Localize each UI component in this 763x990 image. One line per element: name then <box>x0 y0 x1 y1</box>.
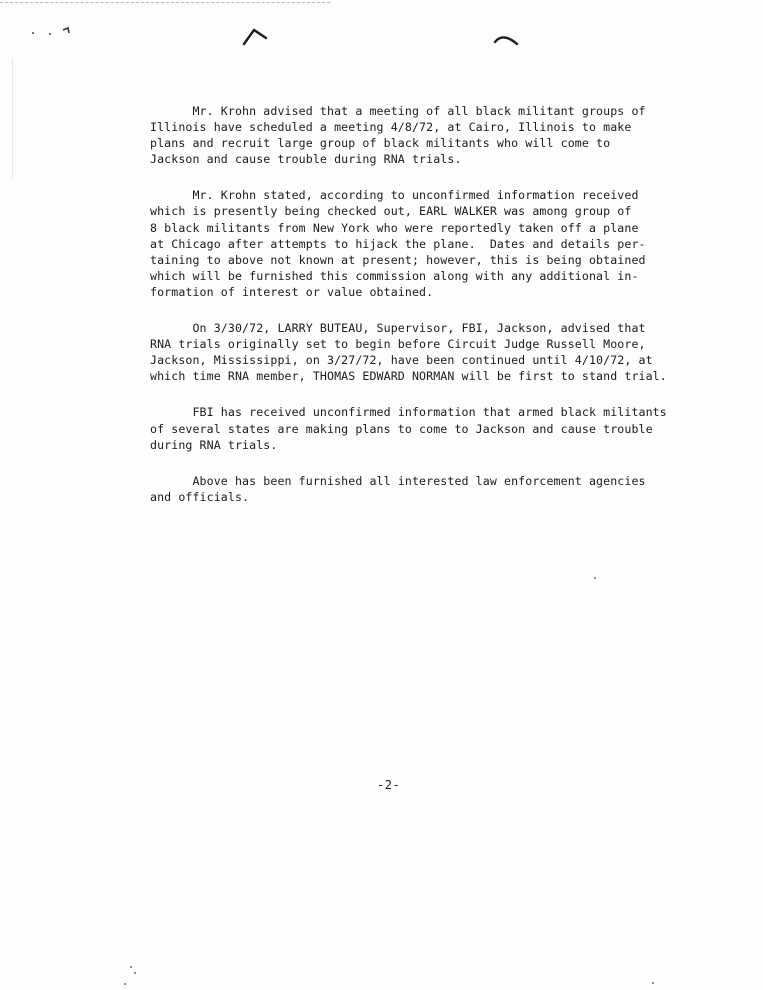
scan-speck <box>134 972 136 974</box>
scan-speck <box>130 966 132 968</box>
top-perforation <box>0 2 330 3</box>
memo-body <box>150 103 690 525</box>
line: Jackson and cause trouble during RNA trials. <box>150 152 462 167</box>
line: at Chicago after attempts to hijack the plane. Dates and details per- <box>150 236 646 251</box>
line: Mr. Krohn stated, according to unconfirmed information received <box>150 188 639 203</box>
paragraph-fbi-unconfirmed <box>150 404 690 452</box>
scan-speck <box>652 982 654 984</box>
top-left-tick-mark <box>30 24 78 40</box>
paragraph-furnished-agencies <box>150 473 690 505</box>
line: RNA trials originally set to begin before Circuit Judge Russell Moore, <box>150 337 646 352</box>
line: and officials. <box>150 489 250 504</box>
paragraph-rna-trials-continued <box>150 320 690 384</box>
scan-speck <box>124 983 126 985</box>
line: of several states are making plans to come to Jackson and cause trouble <box>150 421 653 436</box>
line: during RNA trials. <box>150 437 278 452</box>
line: Illinois have scheduled a meeting 4/8/72, at Cairo, Illinois to make <box>150 120 632 135</box>
line: which time RNA member, THOMAS EDWARD NORMAN will be first to stand trial. <box>150 369 667 384</box>
line: formation of interest or value obtained. <box>150 284 434 299</box>
paragraph-cairo-meeting <box>150 103 690 167</box>
scan-speck <box>594 577 596 579</box>
line: which is presently being checked out, EARL WALKER was among group of <box>150 204 632 219</box>
line: which will be furnished this commission along with any additional in- <box>150 268 639 283</box>
left-margin-speckle <box>12 60 13 180</box>
line: plans and recruit large group of black militants who will come to <box>150 136 611 151</box>
line: Above has been furnished all interested law enforcement agencies <box>150 473 646 488</box>
line: 8 black militants from New York who were reportedly taken off a plane <box>150 220 639 235</box>
line: Jackson, Mississippi, on 3/27/72, have been continued until 4/10/72, at <box>150 353 653 368</box>
line: On 3/30/72, LARRY BUTEAU, Supervisor, FBI, Jackson, advised that <box>150 321 646 336</box>
paragraph-earl-walker <box>150 187 690 300</box>
page-number: -2- <box>377 778 401 792</box>
caret-mark-left <box>240 26 270 48</box>
line: taining to above not known at present; however, this is being obtained <box>150 252 646 267</box>
line: FBI has received unconfirmed information that armed black militants <box>150 405 667 420</box>
line: Mr. Krohn advised that a meeting of all black militant groups of <box>150 104 646 118</box>
caret-mark-right <box>493 30 521 48</box>
